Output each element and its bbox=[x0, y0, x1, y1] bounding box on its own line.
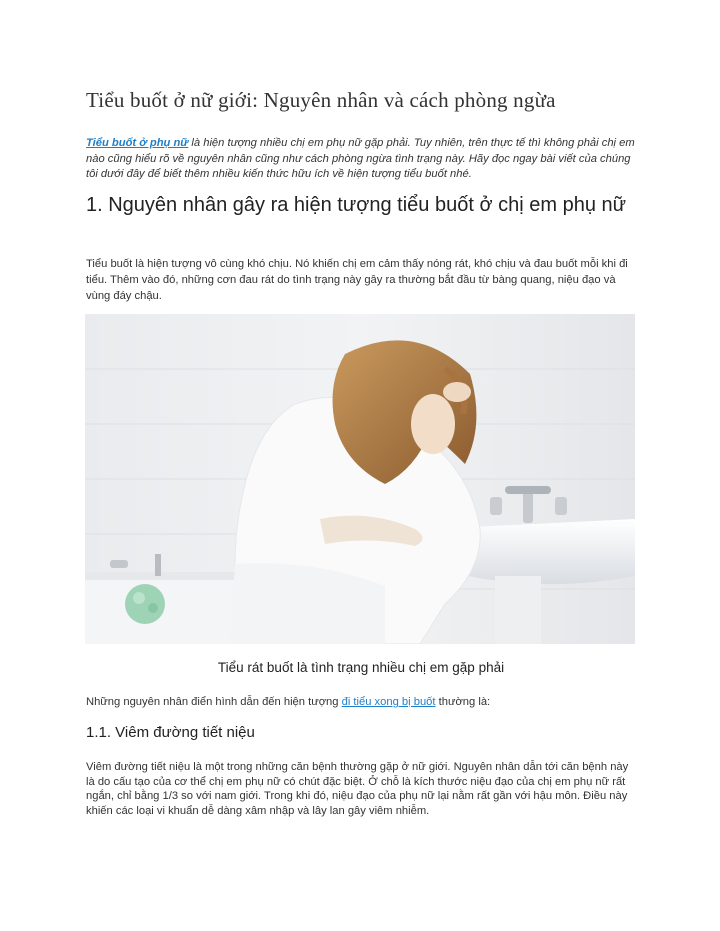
causes-intro-tail: thường là: bbox=[435, 696, 491, 708]
intro-paragraph bbox=[86, 136, 638, 183]
causes-intro-link[interactable]: đi tiểu xong bị buốt bbox=[341, 696, 436, 708]
article-title: Tiểu buốt ở nữ giới: Nguyên nhân và cách phòng ngừa bbox=[86, 88, 556, 112]
causes-intro-paragraph bbox=[86, 695, 638, 710]
intro-link[interactable]: Tiểu buốt ở phụ nữ bbox=[86, 137, 189, 149]
image-caption: Tiểu rát buốt là tình trạng nhiều chị em gặp phải bbox=[217, 660, 505, 675]
subsection-heading-uti: 1.1. Viêm đường tiết niệu bbox=[86, 724, 255, 741]
subsection-paragraph: Viêm đường tiết niệu là một trong những căn bệnh thường gặp ở nữ giới. Nguyên nhân dẫn tới căn bệnh này là do cấu tạo của cơ thể chị em phụ nữ có chút đặc biệt. Ở chỗ là kích thước niệu đạo của chị em phụ nữ rất ngắn, chỉ bằng 1/3 so với nam giới. Trong khi đó, niệu đạo của phụ nữ lại nằm rất gần với hậu môn. Điều này khiến các loại vi khuẩn dễ dàng xâm nhập và lây lan gây viêm nhiễm. bbox=[86, 761, 629, 817]
section-paragraph: Tiểu buốt là hiện tượng vô cùng khó chịu. Nó khiến chị em cảm thấy nóng rát, khó chịu và đau buốt mỗi khi đi tiểu. Thêm vào đó, những cơn đau rát do tình trạng này gây ra thường bắt đầu từ bàng quang, niệu đạo và vùng đáy chậu. bbox=[86, 258, 628, 302]
causes-intro-text: Những nguyên nhân điển hình dẫn đến hiện tượng bbox=[86, 696, 342, 708]
woman-in-bathroom-illustration bbox=[85, 314, 635, 644]
article-photo bbox=[85, 314, 635, 644]
section-heading-causes: 1. Nguyên nhân gây ra hiện tượng tiểu buốt ở chị em phụ nữ bbox=[86, 194, 627, 216]
intro-text: là hiện tượng nhiều chị em phụ nữ gặp phải. Tuy nhiên, trên thực tế thì không phải chị em nào cũng hiểu rõ về nguyên nhân cũng như cách phòng ngừa tình trạng này. Hãy đọc ngay bài viết của chúng tôi dưới đây để biết thêm nhiều kiến thức hữu ích về hiện tượng tiểu buốt nhé. bbox=[86, 137, 635, 180]
